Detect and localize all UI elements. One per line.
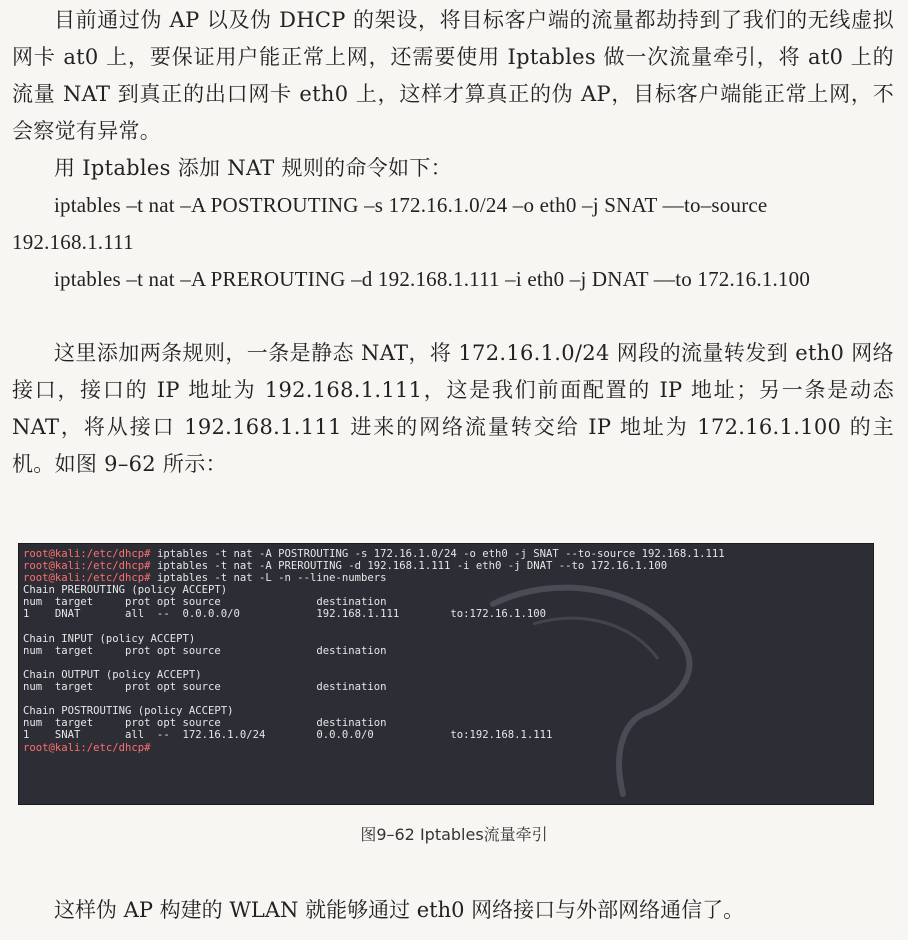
- terminal-line: [23, 633, 869, 645]
- terminal-line: [23, 657, 869, 669]
- terminal-line: [23, 548, 869, 560]
- terminal-line: [23, 717, 869, 729]
- terminal-line: [23, 742, 869, 754]
- terminal-text: iptables -t nat -L -n --line-numbers: [150, 572, 387, 585]
- terminal-text: num target prot opt source destination: [23, 717, 387, 730]
- paragraph-intro: 目前通过伪 AP 以及伪 DHCP 的架设，将目标客户端的流量都劫持到了我们的无线虚拟网卡 at0 上，要保证用户能正常上网，还需要使用 Iptables 做一次流量牵引，将 at0 上的流量 NAT 到真正的出口网卡 eth0 上，这样才算真正的伪 AP，目标客户端能正常上网，不会察觉有异常。: [12, 8, 894, 143]
- figure-caption: 图9–62 Iptables流量牵引: [360, 825, 548, 844]
- command-snat: iptables –t nat –A POSTROUTING –s 172.16.1.0/24 –o eth0 –j SNAT ––to–source 192.168.1.111: [12, 193, 768, 254]
- terminal-line: [23, 608, 869, 620]
- paragraph-command-intro: 用 Iptables 添加 NAT 规则的命令如下：: [54, 156, 452, 180]
- terminal-line: [23, 705, 869, 717]
- terminal-line: [23, 693, 869, 705]
- terminal-line: [23, 645, 869, 657]
- terminal-text: Chain INPUT (policy ACCEPT): [23, 632, 196, 645]
- terminal-prompt: root@kali:/etc/dhcp#: [23, 560, 151, 573]
- terminal-text: Chain OUTPUT (policy ACCEPT): [23, 668, 202, 681]
- terminal-text: Chain PREROUTING (policy ACCEPT): [23, 584, 228, 597]
- terminal-prompt: root@kali:/etc/dhcp#: [23, 548, 151, 560]
- paragraph-conclusion: 这样伪 AP 构建的 WLAN 就能够通过 eth0 网络接口与外部网络通信了。: [54, 898, 745, 922]
- terminal-prompt: root@kali:/etc/dhcp#: [23, 741, 151, 754]
- command-dnat: iptables –t nat –A PREROUTING –d 192.168.1.111 –i eth0 –j DNAT ––to 172.16.1.100: [54, 267, 811, 291]
- terminal-text: iptables -t nat -A PREROUTING -d 192.168.1.111 -i eth0 -j DNAT --to 172.16.1.100: [150, 560, 668, 573]
- terminal-line: [23, 681, 869, 693]
- terminal-text: iptables -t nat -A POSTROUTING -s 172.16.1.0/24 -o eth0 -j SNAT --to-source 192.168.1.111: [150, 548, 725, 560]
- terminal-prompt: root@kali:/etc/dhcp#: [23, 572, 151, 585]
- terminal-line: [23, 572, 869, 584]
- terminal-line: [23, 621, 869, 633]
- terminal-line: [23, 669, 869, 681]
- terminal-text: num target prot opt source destination: [23, 681, 387, 694]
- terminal-text: 1 SNAT all -- 172.16.1.0/24 0.0.0.0/0 to:192.168.1.111: [23, 729, 553, 742]
- terminal-screenshot: [18, 543, 874, 805]
- terminal-line: [23, 560, 869, 572]
- paragraph-explanation: 这里添加两条规则，一条是静态 NAT，将 172.16.1.0/24 网段的流量转发到 eth0 网络接口，接口的 IP 地址为 192.168.1.111，这是我们前面配置的 IP 地址；另一条是动态 NAT，将从接口 192.168.1.111 进来的网络流量转交给 IP 地址为 172.16.1.100 的主机。如图 9–62 所示：: [12, 341, 894, 476]
- terminal-text: num target prot opt source destination: [23, 644, 387, 657]
- terminal-text: num target prot opt source destination: [23, 596, 387, 609]
- terminal-line: [23, 596, 869, 608]
- terminal-line: [23, 584, 869, 596]
- terminal-output: [23, 548, 869, 754]
- terminal-text: Chain POSTROUTING (policy ACCEPT): [23, 705, 234, 718]
- terminal-line: [23, 729, 869, 741]
- terminal-text: 1 DNAT all -- 0.0.0.0/0 192.168.1.111 to:172.16.1.100: [23, 608, 546, 621]
